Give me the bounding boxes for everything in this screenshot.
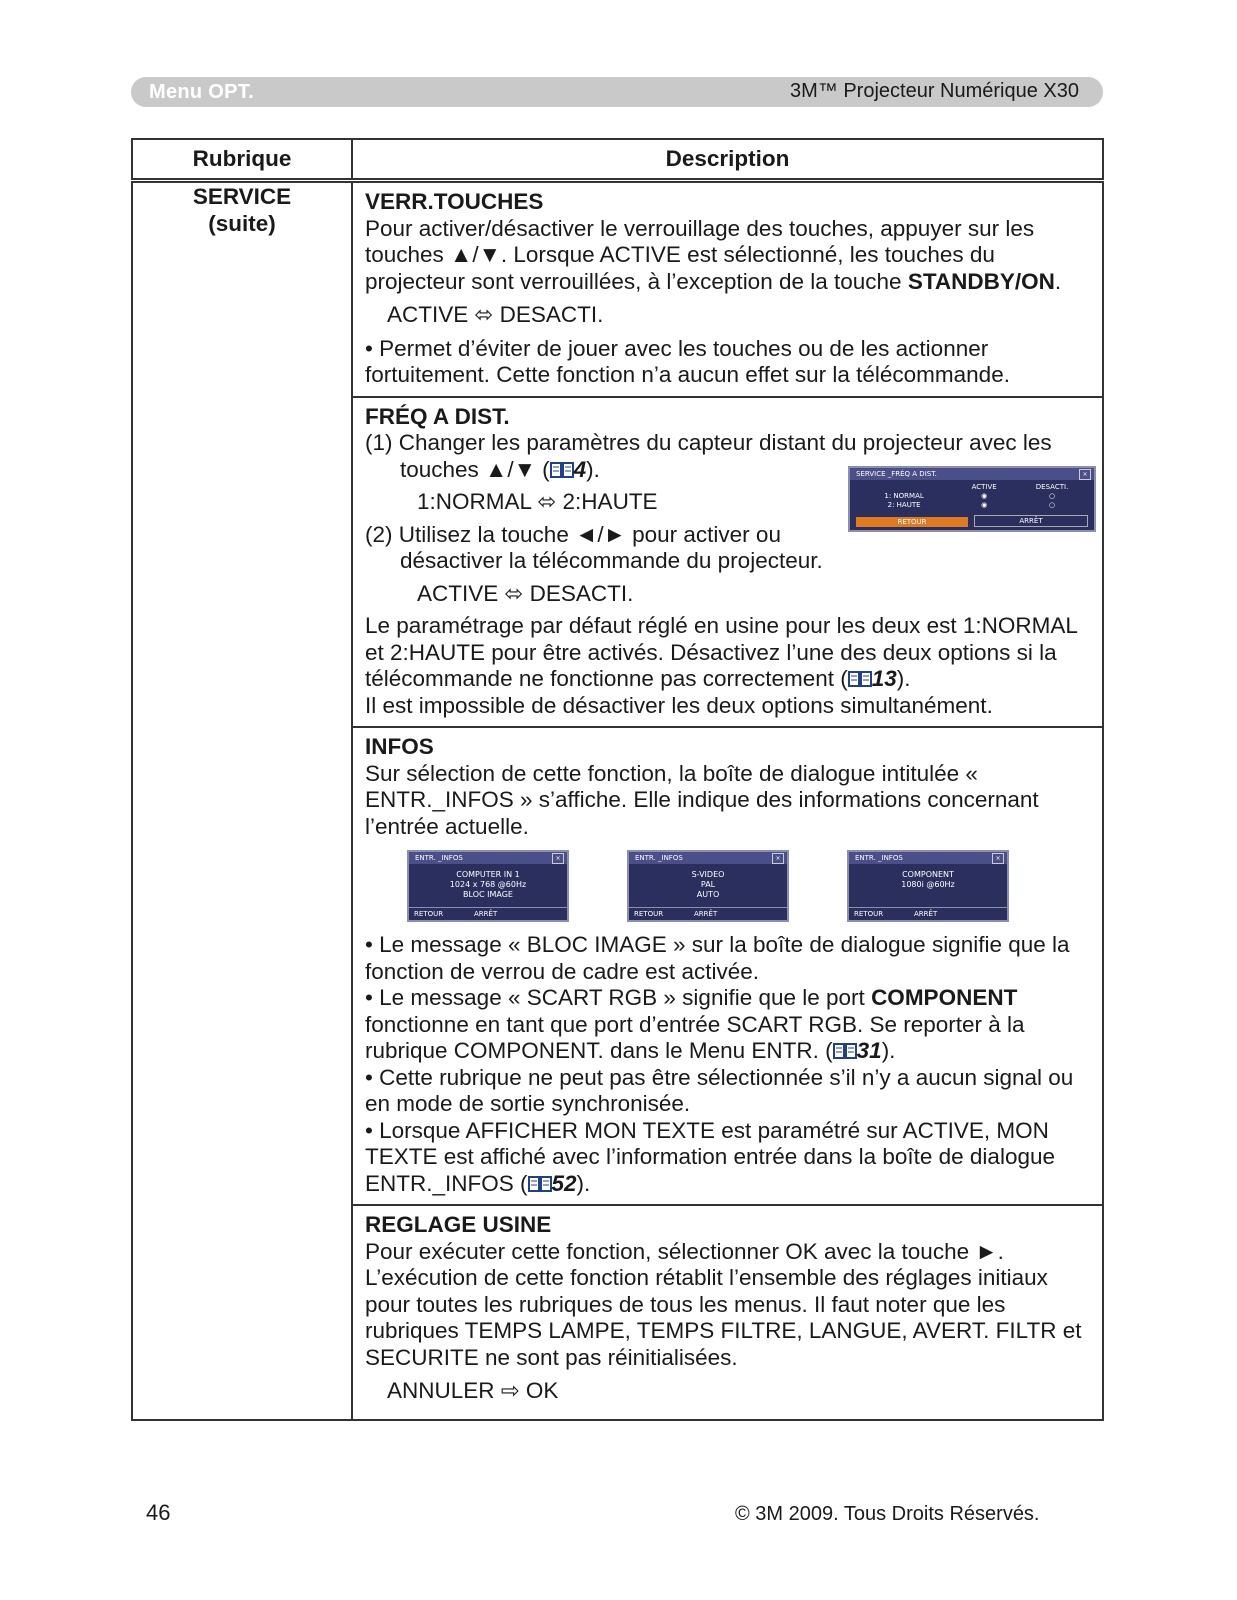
screen-title: ENTR. _INFOS: [629, 852, 787, 864]
radio-empty-icon: ○: [1049, 500, 1056, 509]
item-step-2: (2) Utilisez la touche ◄/► pour activer ou désactiver la télécommande du projecteur.: [365, 521, 823, 573]
arret-label: ARRÊT: [694, 910, 718, 918]
item-note: • Lorsque AFFICHER MON TEXTE est paramétré sur ACTIVE, MON TEXTE est affiché avec l’information entrée dans la boîte de dialogue ENTR._INFOS ( 52).: [365, 1117, 1055, 1196]
radio-empty-icon: ○: [1049, 491, 1056, 500]
screen-line: COMPUTER IN 1: [456, 870, 520, 879]
desc-freq-a-dist: [352, 397, 1103, 728]
page-header-bar: [131, 77, 1103, 107]
retour-button: RETOUR: [856, 517, 968, 527]
item-note: • Permet d’éviter de jouer avec les touches ou de les actionner fortuitement. Cette fonction n’a aucun effet sur la télécommande.: [365, 335, 1010, 387]
item-step-1: (1) Changer les paramètres du capteur distant du projecteur avec les touches ▲/▼ ( 4).: [365, 430, 1052, 482]
book-icon: [528, 1175, 552, 1193]
close-icon: ×: [1079, 469, 1091, 480]
book-icon: [848, 670, 872, 688]
screen-line: AUTO: [696, 890, 720, 899]
desc-verr-touches: [352, 181, 1103, 397]
screen-line: BLOC IMAGE: [463, 890, 513, 899]
screen-title: ENTR. _INFOS: [849, 852, 1007, 864]
screen-line: PAL: [700, 880, 716, 889]
option-line: ACTIVE ⬄ DESACTI.: [387, 302, 604, 327]
copyright: © 3M 2009. Tous Droits Réservés.: [735, 1503, 1040, 1525]
col-label: DESACTI.: [1035, 482, 1069, 491]
item-title: INFOS: [365, 734, 434, 759]
item-text: Sur sélection de cette fonction, la boîte de dialogue intitulée « ENTR._INFOS » s’affiche. Elle indique des informations concernant l’entrée actuelle.: [365, 760, 1039, 839]
col-header-description: Description: [352, 139, 1103, 181]
item-note: • Le message « SCART RGB » signifie que le port COMPONENT fonctionne en tant que port d’entrée SCART RGB. Se reporter à la rubrique COMPONENT. dans le Menu ENTR. ( 31).: [365, 985, 1025, 1063]
close-icon: ×: [552, 853, 564, 864]
item-title: VERR.TOUCHES: [365, 189, 544, 214]
desc-reglage-usine: [352, 1205, 1103, 1420]
table-row: [132, 181, 1103, 397]
radio-selected-icon: ◉: [981, 491, 988, 500]
screen-line: 1024 x 768 @60Hz: [449, 880, 527, 889]
rubrique-cell: [132, 181, 352, 1420]
rubrique-name: SERVICE: [192, 184, 292, 209]
screen-line: COMPONENT: [902, 870, 954, 879]
arret-label: ARRÊT: [474, 910, 498, 918]
book-icon: [550, 461, 574, 479]
col-label: ACTIVE: [971, 482, 997, 491]
section-title: Menu OPT.: [149, 81, 254, 103]
screen-line: S-VIDEO: [691, 870, 725, 879]
item-text: Le paramétrage par défaut réglé en usine pour les deux est 1:NORMAL et 2:HAUTE pour être activés. Désactivez l’une des deux options si la télécommande ne fonctionne pas correctement ( 13).: [365, 613, 1078, 691]
item-title: REGLAGE USINE: [365, 1212, 552, 1237]
infos-screen-computer: [407, 850, 569, 922]
screen-title: SERVICE _FRÉQ A DIST.: [850, 468, 1094, 480]
option-line: ANNULER ⇨ OK: [387, 1378, 559, 1403]
item-text: Pour activer/désactiver le verrouillage des touches, appuyer sur les touches ▲/▼. Lorsque ACTIVE est sélectionné, les touches du projecteur sont verrouillées, à l’exception de la touche STANDBY/ON.: [365, 215, 1062, 294]
radio-selected-icon: ◉: [981, 500, 988, 509]
retour-label: RETOUR: [634, 910, 664, 918]
option-line: 1:NORMAL ⬄ 2:HAUTE: [417, 489, 658, 514]
close-icon: ×: [772, 853, 784, 864]
options-table: [131, 138, 1104, 1421]
screen-title: ENTR. _INFOS: [409, 852, 567, 864]
screen-line: 1080i @60Hz: [901, 880, 955, 889]
close-icon: ×: [992, 853, 1004, 864]
infos-screen-component: [847, 850, 1009, 922]
page-number: 46: [146, 1500, 171, 1525]
col-header-rubrique: Rubrique: [132, 139, 352, 181]
row-label: 2: HAUTE: [887, 500, 921, 509]
retour-label: RETOUR: [414, 910, 444, 918]
product-title: 3M™ Projecteur Numérique X30: [789, 80, 1079, 102]
infos-screenshots: [407, 850, 1090, 922]
rubrique-suite: (suite): [208, 210, 276, 236]
table-header-row: [132, 139, 1103, 181]
desc-infos: [352, 727, 1103, 1205]
item-text: Il est impossible de désactiver les deux options simultanément.: [365, 692, 993, 718]
retour-label: RETOUR: [854, 910, 884, 918]
freq-dist-screenshot: [848, 466, 1096, 532]
item-text: Pour exécuter cette fonction, sélectionner OK avec la touche ►. L’exécution de cette fonction rétablit l’ensemble des réglages initiaux pour toutes les rubriques de tous les menus. Il faut noter que les rubriques TEMPS LAMPE, TEMPS FILTRE, LANGUE, AVERT. FILTR et SECURITE ne sont pas réinitialisées.: [365, 1238, 1082, 1370]
item-note: • Le message « BLOC IMAGE » sur la boîte de dialogue signifie que la fonction de verrou de cadre est activée.: [365, 932, 1070, 984]
arret-button: ARRÊT: [974, 515, 1088, 527]
arret-label: ARRÊT: [914, 910, 938, 918]
infos-screen-svideo: [627, 850, 789, 922]
row-label: 1: NORMAL: [884, 491, 924, 500]
item-title: FRÉQ A DIST.: [365, 403, 510, 429]
book-icon: [833, 1042, 857, 1060]
option-line: ACTIVE ⬄ DESACTI.: [417, 580, 634, 606]
item-note: • Cette rubrique ne peut pas être sélectionnée s’il n’y a aucun signal ou en mode de sortie synchronisée.: [365, 1064, 1074, 1116]
